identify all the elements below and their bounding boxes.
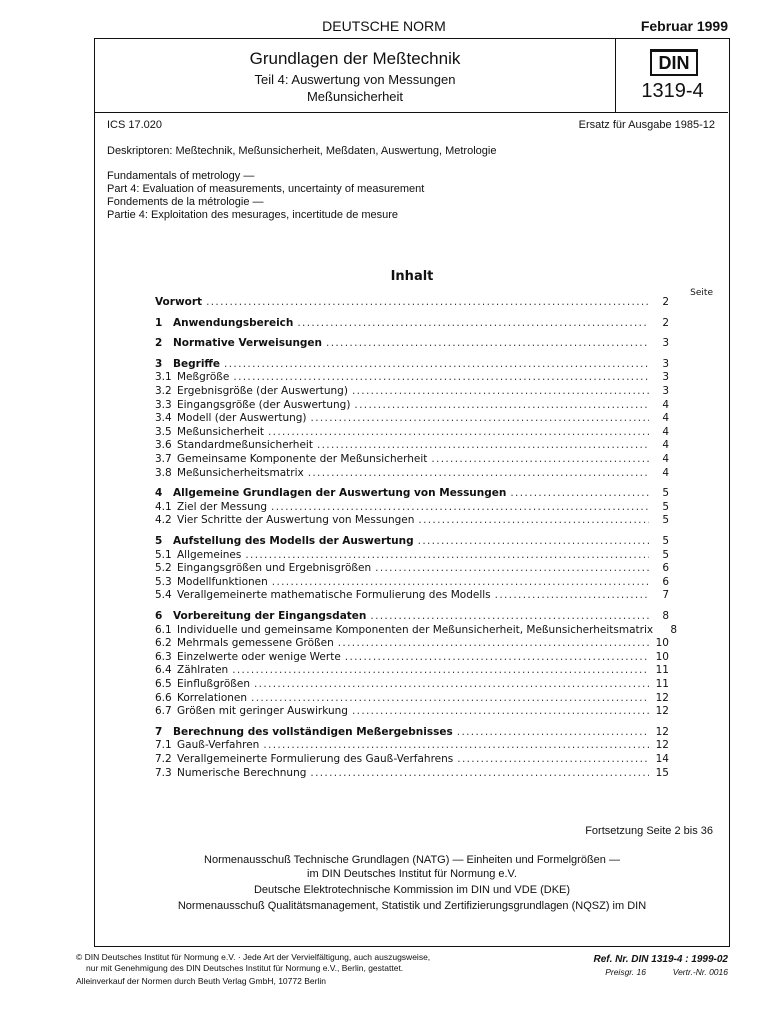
toc-entry-title: Modell (der Auswertung) bbox=[177, 412, 307, 425]
committee-line-1: Normenausschuß Technische Grundlagen (NATG) — Einheiten und Formelgrößen — bbox=[204, 854, 620, 866]
toc-entry-page: 5 bbox=[662, 514, 669, 527]
toc-entry-number: 4.2 bbox=[155, 514, 172, 527]
toc-dot-leader bbox=[431, 453, 649, 465]
toc-entry bbox=[155, 412, 669, 426]
toc-entry-title: Verallgemeinerte Formulierung des Gauß-Verfahrens bbox=[177, 753, 454, 765]
toc-entry-title: Normative Verweisungen bbox=[173, 337, 323, 350]
toc-entry-title: Aufstellung des Modells der Auswertung bbox=[173, 535, 414, 547]
toc-entry-number: 6.1 bbox=[155, 623, 172, 636]
toc-entry-page: 4 bbox=[662, 425, 669, 438]
copyright-line-1: © DIN Deutsches Institut für Normung e.V. · Jede Art der Vervielfältigung, auch auszugsweise, bbox=[76, 952, 431, 962]
toc-entry-page: 8 bbox=[662, 610, 669, 622]
toc-entry-page: 4 bbox=[662, 398, 669, 411]
toc-entry-title: Einflußgrößen bbox=[177, 678, 250, 690]
french-title-line2: Partie 4: Exploitation des mesurages, incertitude de mesure bbox=[107, 209, 399, 221]
toc-entry-page: 12 bbox=[655, 725, 669, 738]
document-frame bbox=[94, 38, 730, 947]
toc-entry-number: 4 bbox=[155, 487, 163, 500]
toc-entry bbox=[155, 705, 669, 719]
toc-dot-leader bbox=[345, 651, 649, 663]
toc-entry bbox=[155, 753, 669, 767]
document-title: Grundlagen der Meßtechnik bbox=[249, 49, 461, 68]
header-box bbox=[95, 39, 728, 113]
toc-dot-leader bbox=[254, 678, 649, 690]
document-subtitle-part: Teil 4: Auswertung von Messungen bbox=[254, 72, 456, 87]
toc-entry-number: 2 bbox=[155, 337, 163, 350]
toc-dot-leader bbox=[297, 317, 649, 329]
sales-note: Alleinverkauf der Normen durch Beuth Verlag GmbH, 10772 Berlin bbox=[76, 976, 326, 986]
toc-entry-title: Standardmeßunsicherheit bbox=[177, 439, 313, 452]
toc-entry-page: 5 bbox=[662, 548, 669, 561]
toc-entry bbox=[155, 337, 669, 351]
toc-entry-page: 4 bbox=[662, 412, 669, 425]
toc-entry-page: 14 bbox=[655, 753, 669, 765]
toc-dot-leader bbox=[457, 753, 649, 765]
toc-entry-page: 3 bbox=[662, 385, 669, 397]
committee-line-2: im DIN Deutsches Institut für Normung e.V. bbox=[307, 868, 517, 880]
toc-entry bbox=[155, 317, 669, 331]
ics-code: ICS 17.020 bbox=[107, 119, 163, 131]
toc-entry-page: 2 bbox=[662, 296, 669, 308]
toc-entry-title: Vorbereitung der Eingangsdaten bbox=[173, 610, 367, 622]
toc-entry-number: 3 bbox=[155, 357, 163, 370]
toc-entry-number: 5.4 bbox=[155, 589, 172, 602]
toc-dot-leader bbox=[224, 358, 649, 370]
standard-type-label: DEUTSCHE NORM bbox=[322, 18, 446, 34]
toc-entry bbox=[155, 371, 669, 385]
toc-entry bbox=[155, 589, 669, 603]
toc-dot-leader bbox=[272, 576, 649, 588]
toc-entry-number: 5 bbox=[155, 535, 163, 547]
toc-dot-leader bbox=[233, 371, 649, 383]
toc-dot-leader bbox=[354, 399, 649, 411]
toc-entry-number: 6.3 bbox=[155, 650, 172, 663]
toc-entry-title: Anwendungsbereich bbox=[173, 316, 294, 329]
toc-entry bbox=[155, 296, 669, 310]
toc-entry-title: Korrelationen bbox=[177, 691, 248, 704]
toc-entry-title: Allgemeine Grundlagen der Auswertung von Messungen bbox=[173, 487, 507, 500]
toc-entry-page: 4 bbox=[662, 453, 669, 465]
committee-line-3: Deutsche Elektrotechnische Kommission im DIN und VDE (DKE) bbox=[253, 884, 571, 896]
committee-line-4: Normenausschuß Qualitätsmanagement, Statistik und Zertifizierungsgrundlagen (NQSZ) im DIN bbox=[177, 900, 647, 912]
toc-dot-leader bbox=[263, 739, 649, 751]
toc-entry-title: Mehrmals gemessene Größen bbox=[177, 637, 334, 650]
toc-entry-number: 7.1 bbox=[155, 739, 172, 752]
replacement-note: Ersatz für Ausgabe 1985-12 bbox=[578, 119, 715, 131]
document-subtitle-topic: Meßunsicherheit bbox=[306, 89, 404, 104]
toc-entry-title: Größen mit geringer Auswirkung bbox=[177, 705, 348, 718]
toc-dot-leader bbox=[375, 562, 649, 574]
copyright-line-2: nur mit Genehmigung des DIN Deutsches Institut für Normung e.V., Berlin, gestattet. bbox=[86, 963, 404, 973]
toc-entry bbox=[155, 439, 669, 453]
toc-entry bbox=[155, 692, 669, 706]
toc-entry-title: Ziel der Messung bbox=[177, 500, 268, 513]
toc-dot-leader bbox=[495, 589, 649, 601]
toc-dot-leader bbox=[326, 337, 649, 349]
toc-heading: Inhalt bbox=[390, 269, 434, 284]
toc-entry-number: 5.3 bbox=[155, 575, 172, 588]
continuation-note: Fortsetzung Seite 2 bis 36 bbox=[585, 825, 713, 837]
toc-entry-page: 4 bbox=[662, 439, 669, 452]
toc-entry bbox=[155, 514, 669, 528]
toc-entry-number: 3.7 bbox=[155, 453, 172, 465]
toc-dot-leader bbox=[370, 610, 649, 622]
toc-entry-number: 6.2 bbox=[155, 637, 172, 650]
toc-entry bbox=[155, 549, 669, 563]
toc-entry-page: 2 bbox=[662, 316, 669, 329]
din-number-box bbox=[615, 39, 729, 112]
toc-entry-title: Verallgemeinerte mathematische Formulierung des Modells bbox=[177, 589, 491, 602]
toc-entry-number: 6 bbox=[155, 610, 163, 622]
toc-entry-number: 3.2 bbox=[155, 385, 172, 397]
toc-entry bbox=[155, 651, 669, 665]
toc-entry-page: 12 bbox=[655, 691, 669, 704]
toc-entry bbox=[155, 487, 669, 501]
toc-entry-page: 11 bbox=[655, 678, 669, 690]
toc-entry-number: 3.4 bbox=[155, 412, 172, 425]
toc-entry-number: 5.1 bbox=[155, 548, 172, 561]
toc-entry-page: 3 bbox=[662, 371, 669, 384]
toc-entry-number: 6.7 bbox=[155, 705, 172, 718]
toc-dot-leader bbox=[418, 514, 649, 526]
toc-entry-number: 4.1 bbox=[155, 500, 172, 513]
toc-entry bbox=[155, 767, 669, 781]
toc-dot-leader bbox=[352, 705, 649, 717]
toc-entry-title: Eingangsgröße (der Auswertung) bbox=[177, 398, 351, 411]
toc-entry-title: Allgemeines bbox=[177, 548, 242, 561]
toc-dot-leader bbox=[510, 487, 649, 499]
toc-entry-page: 5 bbox=[662, 487, 669, 500]
toc-dot-leader bbox=[268, 426, 649, 438]
toc-entry-title: Modellfunktionen bbox=[177, 575, 268, 588]
toc-dot-leader bbox=[206, 296, 649, 308]
toc-dot-leader bbox=[251, 692, 649, 704]
english-title-line1: Fundamentals of metrology — bbox=[107, 170, 255, 182]
toc-dot-leader bbox=[232, 664, 649, 676]
toc-entry-title: Ergebnisgröße (der Auswertung) bbox=[177, 385, 348, 397]
toc-entry-title: Individuelle und gemeinsame Komponenten der Meßunsicherheit, Meßunsicherheitsmatrix bbox=[177, 623, 654, 636]
toc-dot-leader bbox=[418, 535, 649, 547]
toc-entry bbox=[155, 453, 669, 467]
toc-entry-page: 12 bbox=[655, 739, 669, 752]
toc-entry-page: 5 bbox=[662, 535, 669, 547]
toc-entry-number: 6.5 bbox=[155, 678, 172, 690]
toc-entry-title: Vier Schritte der Auswertung von Messungen bbox=[177, 514, 415, 527]
toc-entry-page: 6 bbox=[662, 575, 669, 588]
toc-entry bbox=[155, 678, 669, 692]
toc-entry bbox=[155, 576, 669, 590]
toc-entry bbox=[155, 562, 669, 576]
toc-entry-page: 12 bbox=[655, 705, 669, 718]
toc-entry-page: 4 bbox=[662, 466, 669, 479]
toc-dot-leader bbox=[352, 385, 649, 397]
toc-entry-number: 3.8 bbox=[155, 466, 172, 479]
toc-entry-title: Vorwort bbox=[155, 296, 203, 308]
toc-entry-title: Gemeinsame Komponente der Meßunsicherheit bbox=[177, 453, 428, 465]
toc-entry-page: 3 bbox=[662, 357, 669, 370]
descriptors: Deskriptoren: Meßtechnik, Meßunsicherheit, Meßdaten, Auswertung, Metrologie bbox=[107, 145, 497, 157]
toc-entry-number: 5.2 bbox=[155, 562, 172, 575]
toc-entry-number: 3.5 bbox=[155, 425, 172, 438]
toc-entry bbox=[155, 623, 678, 638]
toc-entry-number: 7.2 bbox=[155, 753, 172, 765]
issue-date: Februar 1999 bbox=[640, 18, 728, 34]
toc-entry-page: 3 bbox=[662, 337, 669, 350]
toc-entry-number: 1 bbox=[155, 316, 163, 329]
toc-entry-number: 3.3 bbox=[155, 398, 172, 411]
toc-entry bbox=[155, 739, 669, 753]
toc-entry-title: Begriffe bbox=[173, 357, 221, 370]
toc-entry bbox=[155, 535, 669, 549]
toc-dot-leader bbox=[311, 412, 649, 424]
toc-entry-title: Numerische Berechnung bbox=[177, 766, 307, 779]
din-standard-number: 1319-4 bbox=[641, 80, 704, 102]
toc-entry-number: 6.4 bbox=[155, 664, 172, 677]
toc-entry-title: Zählraten bbox=[177, 664, 229, 677]
toc-page-column-label: Seite bbox=[690, 288, 713, 298]
toc-entry bbox=[155, 610, 669, 624]
toc-entry-page: 10 bbox=[655, 650, 669, 663]
toc-entry-page: 10 bbox=[655, 637, 669, 650]
toc-entry-number: 3.1 bbox=[155, 371, 172, 384]
toc-entry-title: Meßunsicherheit bbox=[177, 425, 264, 438]
toc-entry-number: 3.6 bbox=[155, 439, 172, 452]
toc-entry-page: 8 bbox=[670, 623, 678, 636]
reference-number: Ref. Nr. DIN 1319-4 : 1999-02 bbox=[593, 954, 728, 965]
toc-entry bbox=[155, 726, 669, 740]
toc-entry bbox=[155, 385, 669, 399]
toc-dot-leader bbox=[245, 549, 649, 561]
toc-entry-page: 7 bbox=[662, 589, 669, 602]
price-group: Preisgr. 16 bbox=[605, 967, 646, 977]
toc-entry-number: 6.6 bbox=[155, 691, 172, 704]
toc-entry-title: Berechnung des vollständigen Meßergebnisses bbox=[173, 725, 453, 738]
toc-entry-title: Einzelwerte oder wenige Werte bbox=[177, 650, 341, 663]
french-title-line1: Fondements de la métrologie — bbox=[107, 196, 264, 208]
toc-dot-leader bbox=[271, 501, 649, 513]
toc-entry bbox=[155, 664, 669, 678]
toc-entry-page: 11 bbox=[655, 664, 669, 677]
distribution-number: Vertr.-Nr. 0016 bbox=[672, 967, 728, 977]
toc-entry bbox=[155, 426, 669, 440]
toc-entry-number: 7 bbox=[155, 725, 163, 738]
toc-entry bbox=[155, 467, 669, 481]
toc-entry-page: 6 bbox=[662, 562, 669, 575]
toc-entry bbox=[155, 358, 669, 372]
din-logo: DIN bbox=[650, 49, 698, 76]
toc-entry-title: Gauß-Verfahren bbox=[177, 739, 260, 752]
toc-dot-leader bbox=[310, 767, 649, 779]
toc-dot-leader bbox=[308, 467, 649, 479]
toc-entry bbox=[155, 399, 669, 413]
toc-entry-title: Meßunsicherheitsmatrix bbox=[177, 466, 304, 479]
english-title-line2: Part 4: Evaluation of measurements, uncertainty of measurement bbox=[107, 183, 425, 195]
toc-entry-number: 7.3 bbox=[155, 766, 172, 779]
toc-entry-title: Eingangsgrößen und Ergebnisgrößen bbox=[177, 562, 372, 575]
toc-dot-leader bbox=[317, 439, 649, 451]
toc-entry-page: 5 bbox=[662, 500, 669, 513]
toc-dot-leader bbox=[457, 726, 649, 738]
toc-entry-page: 15 bbox=[655, 766, 669, 779]
toc-entry-title: Meßgröße bbox=[177, 371, 230, 384]
toc-dot-leader bbox=[338, 637, 649, 649]
toc-entry bbox=[155, 637, 669, 651]
toc-entry bbox=[155, 501, 669, 515]
